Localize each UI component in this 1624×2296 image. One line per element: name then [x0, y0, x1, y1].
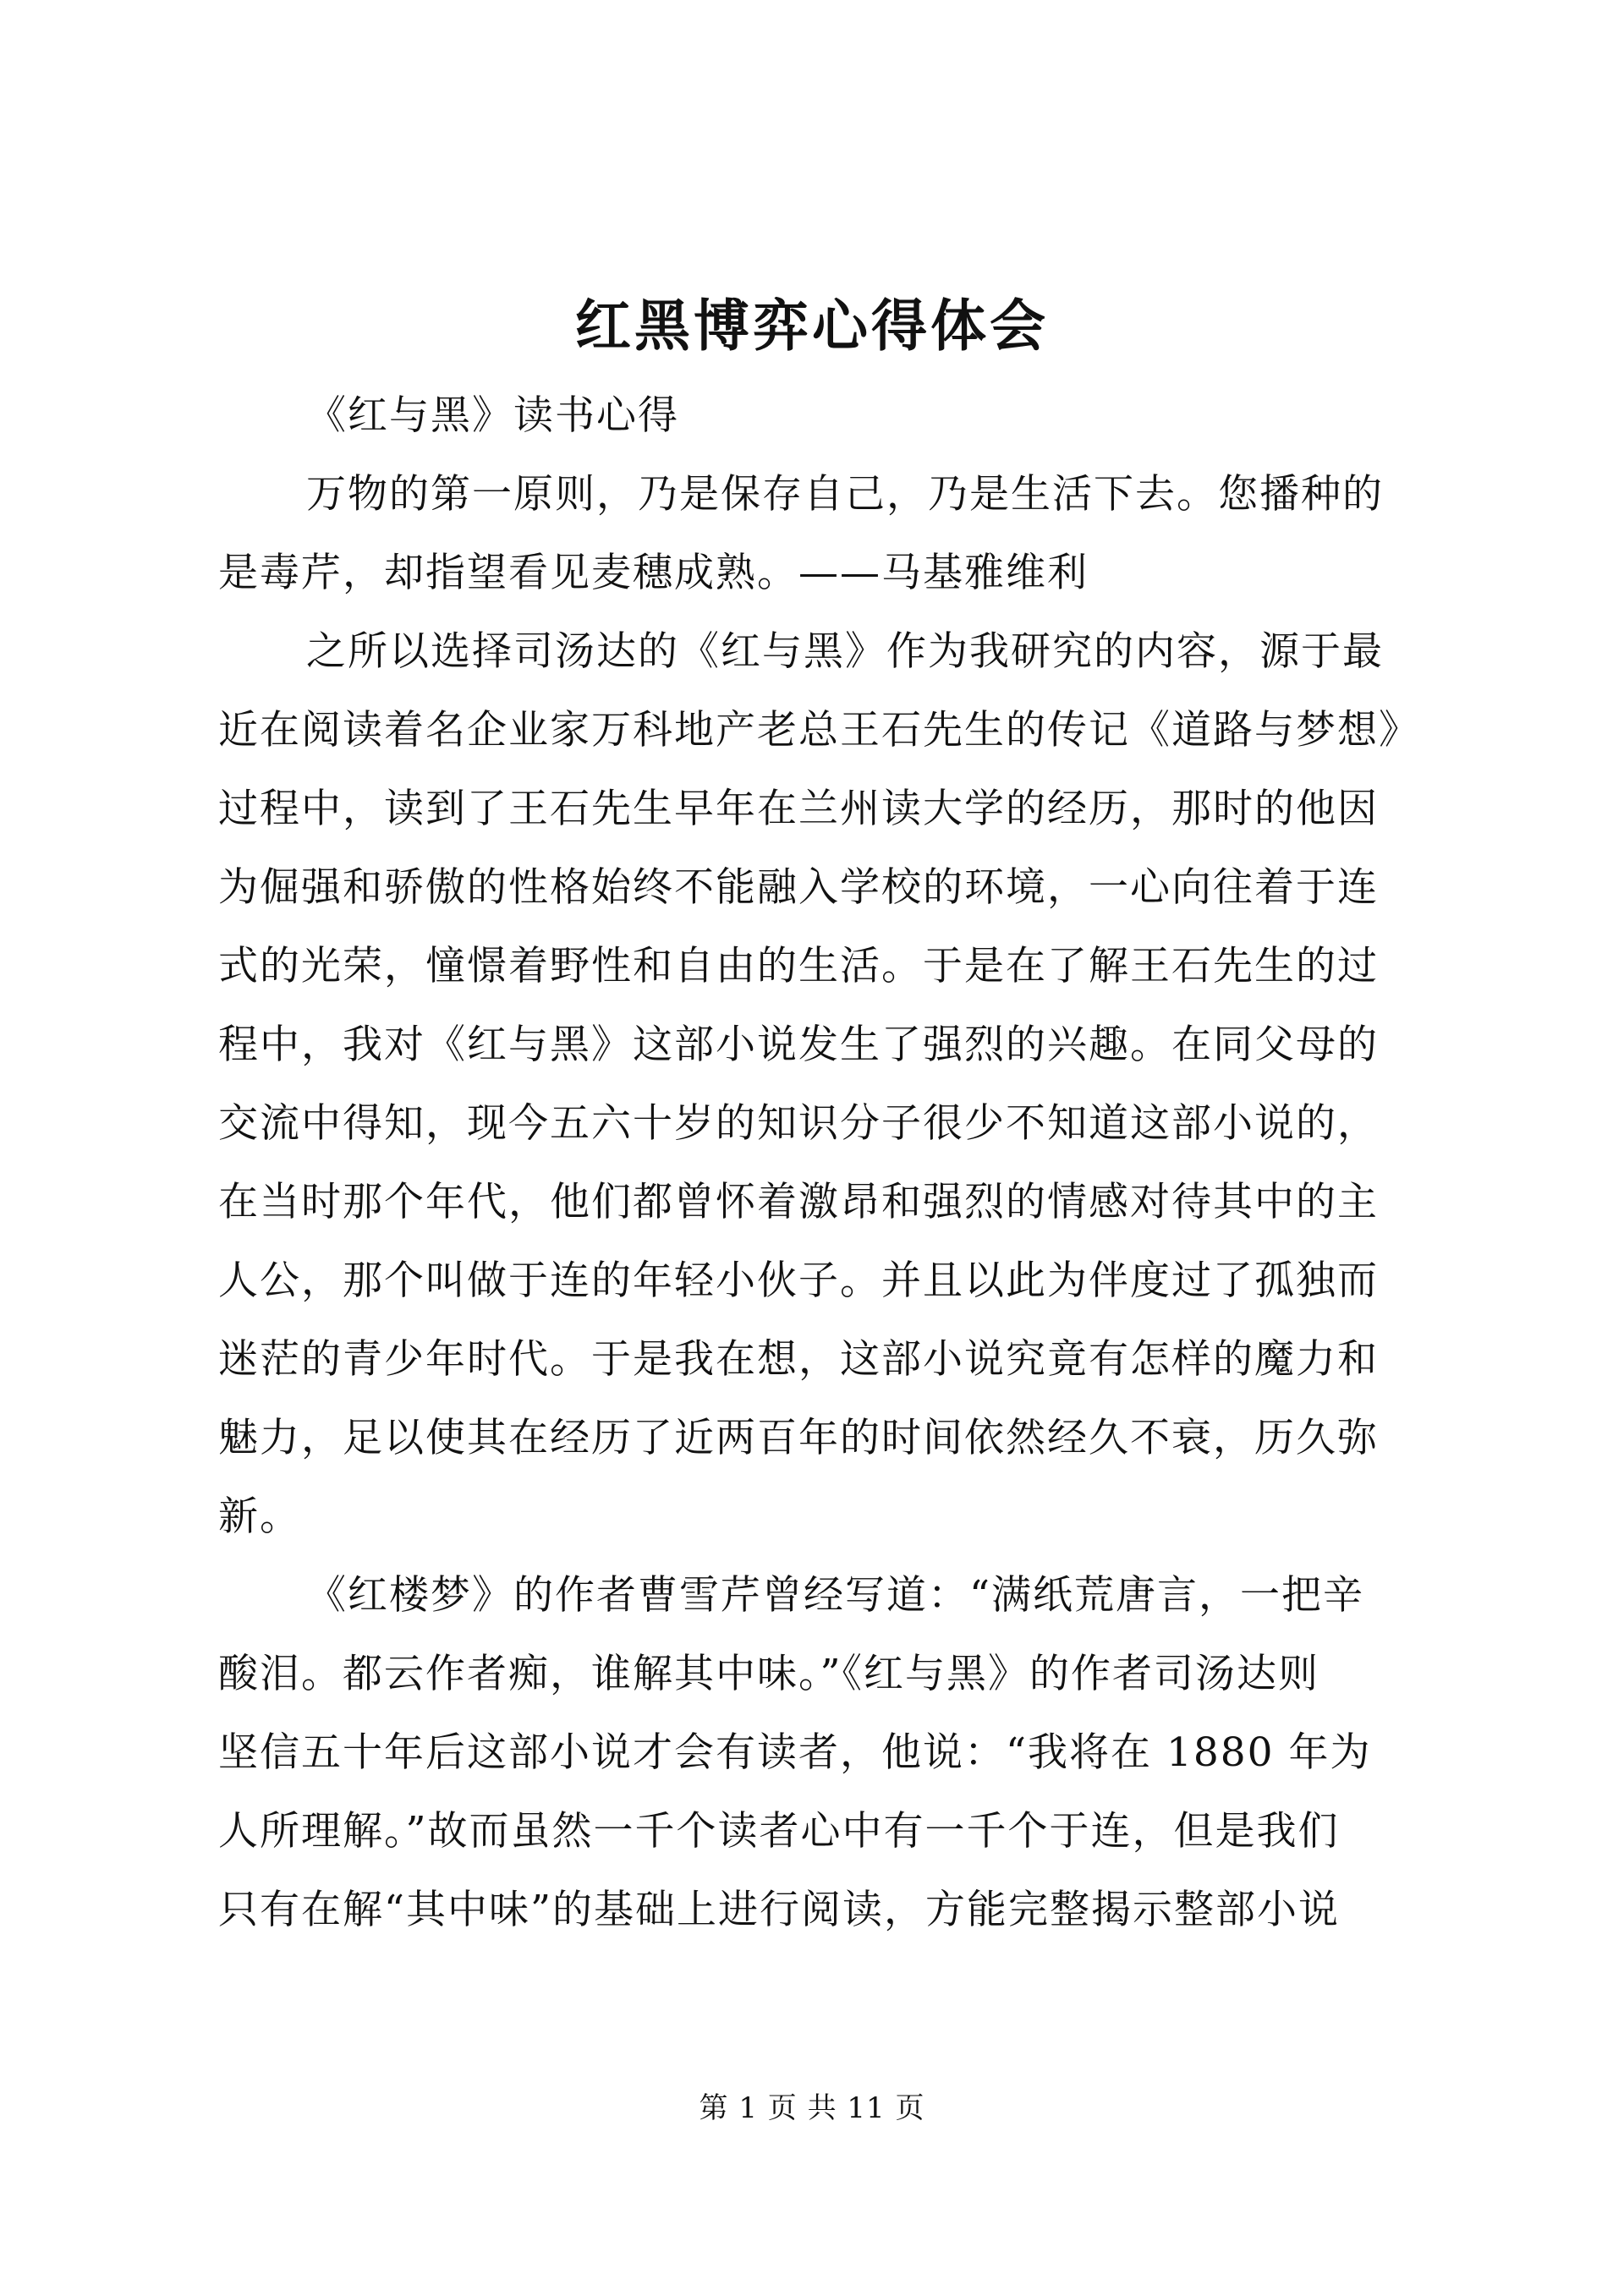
text-line-5: 近在阅读着名企业家万科地产老总王石先生的传记《道路与梦想》 [218, 707, 1420, 753]
text-line-16: 《红楼梦》的作者曹雪芹曾经写道：“满纸荒唐言，一把辛 [306, 1572, 1365, 1619]
text-line-7: 为倔强和骄傲的性格始终不能融入学校的环境，一心向往着于连 [218, 864, 1379, 911]
text-line-20: 只有在解“其中味”的基础上进行阅读，方能完整揭示整部小说 [218, 1887, 1341, 1933]
text-line-10: 交流中得知，现今五六十岁的知识分子很少不知道这部小说的， [218, 1100, 1379, 1147]
text-line-6: 过程中，读到了王石先生早年在兰州读大学的经历，那时的他因 [218, 786, 1379, 832]
text-line-18: 坚信五十年后这部小说才会有读者，他说：“我将在 1880 年为 [218, 1729, 1372, 1776]
text-line-2: 万物的第一原则，乃是保存自己，乃是生活下去。您播种的 [306, 471, 1384, 518]
text-line-4: 之所以选择司汤达的《红与黑》作为我研究的内容，源于最 [306, 628, 1384, 675]
page-footer: 第 1 页 共 11 页 [699, 2091, 925, 2125]
text-line-19: 人所理解。”故而虽然一千个读者心中有一千个于连，但是我们 [218, 1808, 1340, 1855]
text-line-11: 在当时那个年代，他们都曾怀着激昂和强烈的情感对待其中的主 [218, 1179, 1379, 1225]
text-line-12: 人公，那个叫做于连的年轻小伙子。并且以此为伴度过了孤独而 [218, 1258, 1379, 1304]
text-line-17: 酸泪。都云作者痴，谁解其中味。”《红与黑》的作者司汤达则 [218, 1651, 1320, 1697]
document-title: 红黑博弈心得体会 [575, 293, 1049, 359]
text-line-3: 是毒芹，却指望看见麦穗成熟。——马基雅维利 [218, 550, 1089, 596]
document-body [218, 376, 1420, 1949]
text-line-8: 式的光荣，憧憬着野性和自由的生活。于是在了解王石先生的过 [218, 943, 1379, 989]
text-line-1: 《红与黑》读书心得 [306, 392, 679, 439]
text-line-9: 程中，我对《红与黑》这部小说发生了强烈的兴趣。在同父母的 [218, 1022, 1379, 1068]
text-line-14: 魅力，足以使其在经历了近两百年的时间依然经久不衰，历久弥 [218, 1415, 1379, 1461]
text-line-15: 新。 [218, 1493, 301, 1540]
text-line-13: 迷茫的青少年时代。于是我在想，这部小说究竟有怎样的魔力和 [218, 1336, 1379, 1383]
